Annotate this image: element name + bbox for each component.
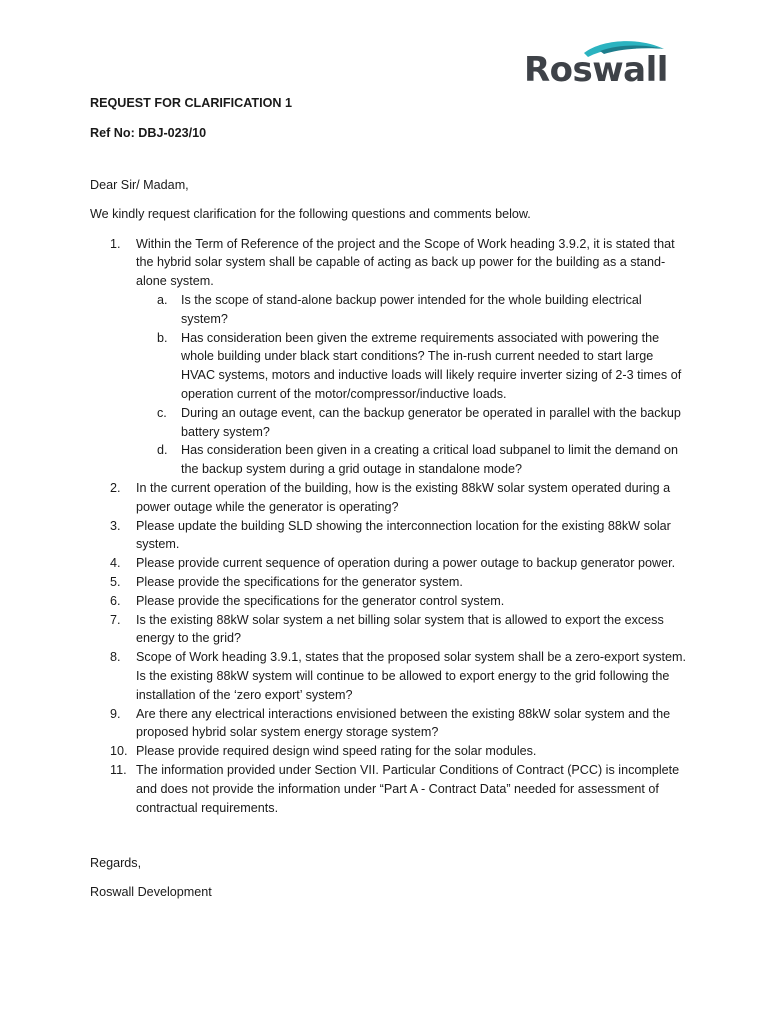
- item-text: In the current operation of the building, how is the existing 88kW solar system operated during a power outage while the generator is operating?: [136, 480, 671, 514]
- sub-item-text: Is the scope of stand-alone backup power intended for the whole building electrical system?: [181, 292, 642, 326]
- sub-list-item: [136, 291, 690, 329]
- item-number: 1.: [110, 236, 121, 251]
- item-number: 9.: [110, 706, 121, 721]
- document-title: REQUEST FOR CLARIFICATION 1: [90, 96, 292, 110]
- list-item: [90, 648, 690, 704]
- sub-item-text: Has consideration been given in a creating a critical load subpanel to limit the demand on the backup system during a grid outage in standalone mode?: [181, 443, 679, 477]
- sub-item-text: Has consideration been given the extreme requirements associated with powering the whole building under black start conditions? The in-rush current needed to start large HVAC systems, motors and inductive loads will likely require inverter sizing of 2-3 times of operation current of the motor/compressor/inductive loads.: [181, 330, 682, 401]
- closing: Regards,: [90, 856, 142, 871]
- signature: Roswall Development: [90, 885, 212, 900]
- sub-list-item: [136, 404, 690, 442]
- item-number: 3.: [110, 518, 121, 533]
- item-number: 6.: [110, 593, 121, 608]
- item-text: Please provide required design wind speed rating for the solar modules.: [136, 744, 537, 759]
- sub-questions-list: [136, 291, 690, 479]
- item-text: Within the Term of Reference of the project and the Scope of Work heading 3.9.2, it is stated that the hybrid solar system shall be capable of acting as back up power for the building as a stand-alone system.: [136, 236, 675, 289]
- sub-item-letter: d.: [157, 443, 168, 458]
- roswall-logo: [518, 36, 678, 96]
- list-item: [90, 761, 690, 817]
- item-number: 10.: [110, 744, 128, 759]
- item-number: 5.: [110, 574, 121, 589]
- item-text: Are there any electrical interactions envisioned between the existing 88kW solar system and the proposed hybrid solar system energy storage system?: [136, 706, 671, 740]
- sub-item-text: During an outage event, can the backup generator be operated in parallel with the backup battery system?: [181, 405, 681, 439]
- list-item: [90, 479, 690, 517]
- item-number: 11.: [110, 762, 127, 777]
- item-text: Please provide current sequence of operation during a power outage to backup generator power.: [136, 556, 676, 571]
- list-item: [90, 705, 690, 743]
- intro-paragraph: We kindly request clarification for the following questions and comments below.: [90, 206, 531, 221]
- item-number: 7.: [110, 612, 121, 627]
- item-text: Please provide the specifications for the generator control system.: [136, 593, 505, 608]
- item-text: Please provide the specifications for the generator system.: [136, 574, 463, 589]
- sub-item-letter: c.: [157, 405, 167, 420]
- list-item: [90, 517, 690, 555]
- letter-body: [90, 94, 690, 902]
- list-item: [90, 573, 690, 592]
- item-text: The information provided under Section VII. Particular Conditions of Contract (PCC) is incomplete and does not provide the information under “Part A - Contract Data” needed for assessment of contractual requirements.: [136, 762, 680, 815]
- list-item: [90, 554, 690, 573]
- item-text: Scope of Work heading 3.9.1, states that the proposed solar system shall be a zero-export system. Is the existing 88kW system will continue to be allowed to export energy to the grid following the installation of the ‘zero export’ system?: [136, 650, 686, 702]
- list-item: [90, 742, 690, 761]
- questions-list: [90, 235, 690, 818]
- item-text: Is the existing 88kW solar system a net billing solar system that is allowed to export the excess energy to the grid?: [136, 612, 664, 646]
- list-item: [90, 235, 690, 479]
- sub-item-letter: a.: [157, 292, 168, 307]
- reference-number: Ref No: DBJ-023/10: [90, 126, 207, 140]
- item-number: 4.: [110, 556, 121, 571]
- sub-list-item: [136, 329, 690, 404]
- salutation: Dear Sir/ Madam,: [90, 178, 189, 192]
- list-item: [90, 611, 690, 649]
- list-item: [90, 592, 690, 611]
- sub-list-item: [136, 441, 690, 479]
- item-number: 2.: [110, 480, 121, 495]
- item-number: 8.: [110, 650, 121, 665]
- sub-item-letter: b.: [157, 330, 168, 345]
- logo-wordmark: Roswall: [524, 50, 668, 90]
- item-text: Please update the building SLD showing the interconnection location for the existing 88kW solar system.: [136, 518, 671, 552]
